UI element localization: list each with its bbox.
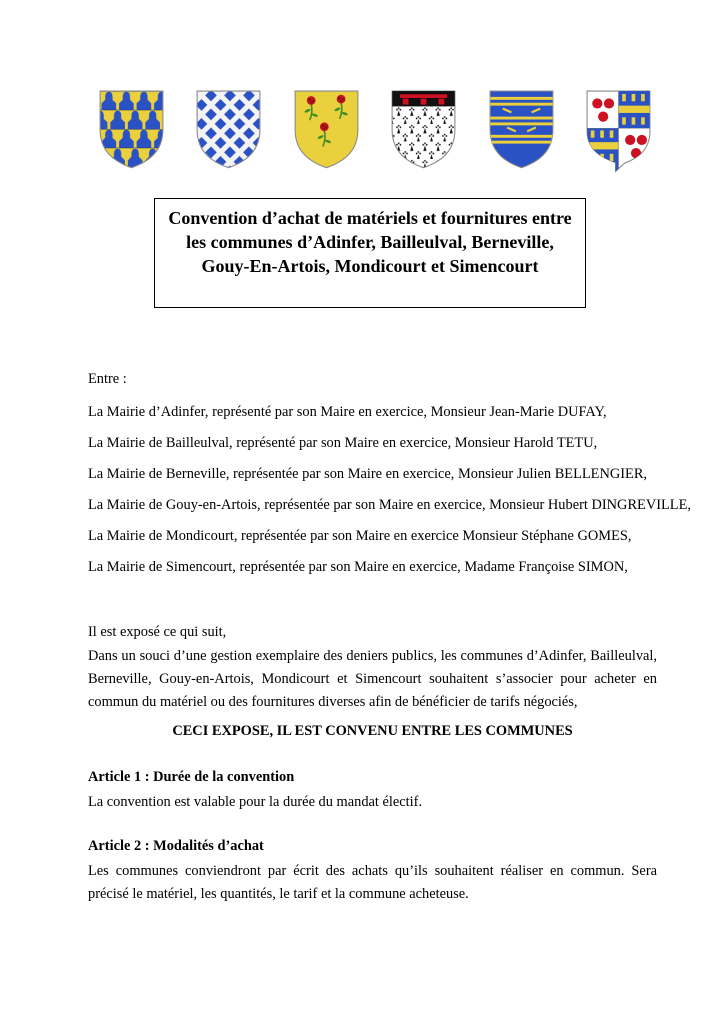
gold-three-roses-shield-icon: [290, 85, 363, 173]
parties-list: [88, 403, 691, 589]
article-1-body: La convention est valable pour la durée du mandat électif.: [88, 794, 423, 811]
title-box: [154, 198, 586, 308]
document-title: Convention d’achat de matériels et fournitures entre les communes d’Adinfer, Bailleulval, Berneville, Gouy-En-Artois, Mondicourt et Simencourt: [168, 208, 572, 276]
party-line-berneville: La Mairie de Berneville, représentée par son Maire en exercice, Monsieur Julien BELLENGIER,: [88, 466, 648, 482]
blue-white-fretty-shield-icon: [192, 85, 265, 173]
party-line-gouy: La Mairie de Gouy-en-Artois, représentée par son Maire en exercice, Monsieur Hubert DINGREVILLE,: [88, 497, 691, 513]
party-line-adinfer: La Mairie d’Adinfer, représenté par son Maire en exercice, Monsieur Jean-Marie DUFAY,: [88, 404, 607, 420]
entre-label: Entre :: [88, 371, 127, 388]
coat-of-arms-row: [95, 85, 655, 173]
quartered-red-roundels-gold-billets-shield-icon: [582, 85, 655, 173]
party-line-mondicourt: La Mairie de Mondicourt, représentée par son Maire en exercice Monsieur Stéphane GOMES,: [88, 528, 632, 544]
party-line-simencourt: La Mairie de Simencourt, représentée par son Maire en exercice, Madame Françoise SIMON,: [88, 559, 628, 575]
article-2-body: Les communes conviendront par écrit des achats qu’ils souhaitent réaliser en commun. Sera précisé le matériel, les quantités, le tarif et la commune acheteuse.: [88, 863, 657, 903]
ermine-black-chief-red-label-shield-icon: [387, 85, 460, 173]
article-2-heading: Article 2 : Modalités d’achat: [88, 838, 264, 855]
expose-paragraph: Dans un souci d’une gestion exemplaire des deniers publics, les communes d’Adinfer, Bailleulval, Berneville, Gouy-en-Artois, Mondicourt et Simencourt souhaitent s’associer pour acheter en commun du matériel ou des fournitures diverses afin de bénéficier de tarifs négociés,: [88, 648, 657, 711]
expose-intro: Il est exposé ce qui suit,: [88, 624, 227, 641]
convenu-heading: CECI EXPOSE, IL EST CONVENU ENTRE LES COMMUNES: [172, 723, 573, 740]
party-line-bailleulval: La Mairie de Bailleulval, représenté par son Maire en exercice, Monsieur Harold TETU,: [88, 435, 598, 451]
vair-gold-blue-shield-icon: [95, 85, 168, 173]
article-1-heading: Article 1 : Durée de la convention: [88, 769, 295, 786]
blue-gold-bars-shield-icon: [485, 85, 558, 173]
